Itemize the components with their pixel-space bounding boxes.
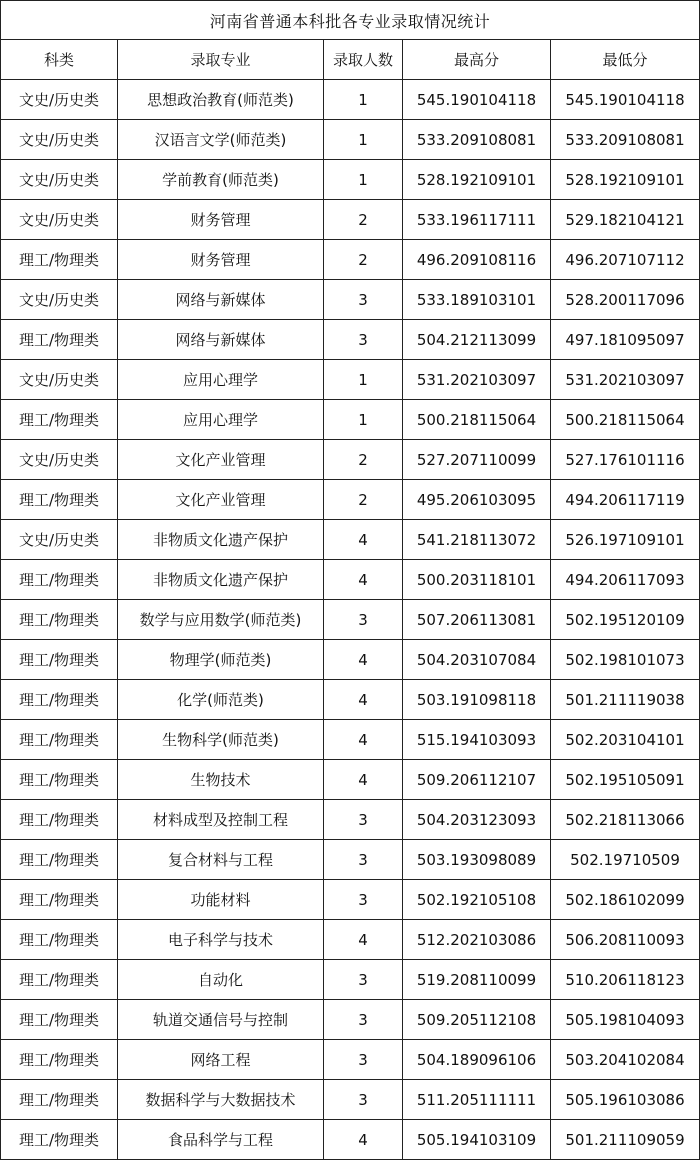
- cell-min-score: 526.197109101: [551, 520, 700, 560]
- cell-category: 理工/物理类: [1, 920, 118, 960]
- cell-count: 2: [324, 240, 403, 280]
- cell-count: 4: [324, 560, 403, 600]
- table-row: [1, 640, 700, 680]
- cell-category: 文史/历史类: [1, 80, 118, 120]
- cell-count: 3: [324, 1040, 403, 1080]
- cell-max-score: 505.194103109: [403, 1120, 551, 1160]
- cell-max-score: 509.205112108: [403, 1000, 551, 1040]
- cell-count: 2: [324, 200, 403, 240]
- table-row: [1, 160, 700, 200]
- cell-max-score: 496.209108116: [403, 240, 551, 280]
- cell-category: 理工/物理类: [1, 640, 118, 680]
- cell-major: 食品科学与工程: [118, 1120, 324, 1160]
- cell-min-score: 501.211119038: [551, 680, 700, 720]
- column-header-min-score: 最低分: [551, 40, 700, 80]
- table-row: [1, 480, 700, 520]
- table-row: [1, 120, 700, 160]
- cell-count: 1: [324, 80, 403, 120]
- cell-category: 理工/物理类: [1, 680, 118, 720]
- cell-category: 文史/历史类: [1, 280, 118, 320]
- cell-count: 4: [324, 1120, 403, 1160]
- cell-major: 电子科学与技术: [118, 920, 324, 960]
- cell-min-score: 528.200117096: [551, 280, 700, 320]
- cell-category: 理工/物理类: [1, 1080, 118, 1120]
- cell-max-score: 495.206103095: [403, 480, 551, 520]
- cell-category: 理工/物理类: [1, 480, 118, 520]
- table-row: [1, 960, 700, 1000]
- cell-max-score: 533.196117111: [403, 200, 551, 240]
- cell-count: 3: [324, 600, 403, 640]
- cell-major: 复合材料与工程: [118, 840, 324, 880]
- cell-count: 3: [324, 280, 403, 320]
- table-row: [1, 920, 700, 960]
- cell-max-score: 531.202103097: [403, 360, 551, 400]
- cell-major: 财务管理: [118, 240, 324, 280]
- cell-min-score: 500.218115064: [551, 400, 700, 440]
- column-header-major: 录取专业: [118, 40, 324, 80]
- table-row: [1, 400, 700, 440]
- cell-major: 生物技术: [118, 760, 324, 800]
- cell-min-score: 502.19710509: [551, 840, 700, 880]
- cell-min-score: 510.206118123: [551, 960, 700, 1000]
- cell-min-score: 502.195120109: [551, 600, 700, 640]
- cell-category: 理工/物理类: [1, 560, 118, 600]
- cell-max-score: 533.209108081: [403, 120, 551, 160]
- cell-category: 理工/物理类: [1, 1120, 118, 1160]
- cell-category: 理工/物理类: [1, 760, 118, 800]
- cell-category: 理工/物理类: [1, 960, 118, 1000]
- cell-major: 非物质文化遗产保护: [118, 560, 324, 600]
- cell-category: 理工/物理类: [1, 600, 118, 640]
- cell-category: 文史/历史类: [1, 520, 118, 560]
- table-row: [1, 320, 700, 360]
- cell-min-score: 497.181095097: [551, 320, 700, 360]
- cell-min-score: 505.198104093: [551, 1000, 700, 1040]
- cell-major: 自动化: [118, 960, 324, 1000]
- cell-min-score: 494.206117119: [551, 480, 700, 520]
- cell-count: 3: [324, 880, 403, 920]
- cell-count: 2: [324, 480, 403, 520]
- cell-major: 物理学(师范类): [118, 640, 324, 680]
- cell-min-score: 501.211109059: [551, 1120, 700, 1160]
- table-row: [1, 1000, 700, 1040]
- cell-count: 1: [324, 360, 403, 400]
- table-row: [1, 80, 700, 120]
- column-header-category: 科类: [1, 40, 118, 80]
- cell-max-score: 545.190104118: [403, 80, 551, 120]
- cell-major: 数学与应用数学(师范类): [118, 600, 324, 640]
- table-row: [1, 240, 700, 280]
- cell-major: 应用心理学: [118, 360, 324, 400]
- header-row: [1, 40, 700, 80]
- table-row: [1, 520, 700, 560]
- table-row: [1, 440, 700, 480]
- table-row: [1, 360, 700, 400]
- cell-major: 文化产业管理: [118, 440, 324, 480]
- cell-count: 4: [324, 640, 403, 680]
- cell-major: 材料成型及控制工程: [118, 800, 324, 840]
- cell-max-score: 541.218113072: [403, 520, 551, 560]
- cell-min-score: 545.190104118: [551, 80, 700, 120]
- cell-count: 3: [324, 1080, 403, 1120]
- cell-category: 理工/物理类: [1, 1000, 118, 1040]
- table-row: [1, 560, 700, 600]
- cell-category: 理工/物理类: [1, 840, 118, 880]
- table-row: [1, 880, 700, 920]
- cell-count: 4: [324, 680, 403, 720]
- cell-min-score: 502.195105091: [551, 760, 700, 800]
- cell-max-score: 502.192105108: [403, 880, 551, 920]
- cell-max-score: 503.193098089: [403, 840, 551, 880]
- cell-min-score: 496.207107112: [551, 240, 700, 280]
- cell-count: 4: [324, 920, 403, 960]
- cell-count: 3: [324, 840, 403, 880]
- cell-max-score: 528.192109101: [403, 160, 551, 200]
- cell-major: 文化产业管理: [118, 480, 324, 520]
- cell-category: 文史/历史类: [1, 120, 118, 160]
- cell-count: 2: [324, 440, 403, 480]
- cell-major: 思想政治教育(师范类): [118, 80, 324, 120]
- cell-min-score: 505.196103086: [551, 1080, 700, 1120]
- cell-category: 文史/历史类: [1, 440, 118, 480]
- table-row: [1, 760, 700, 800]
- cell-min-score: 529.182104121: [551, 200, 700, 240]
- cell-category: 理工/物理类: [1, 320, 118, 360]
- table-row: [1, 680, 700, 720]
- table-title: 河南省普通本科批各专业录取情况统计: [1, 1, 700, 40]
- table-row: [1, 800, 700, 840]
- cell-major: 生物科学(师范类): [118, 720, 324, 760]
- cell-max-score: 503.191098118: [403, 680, 551, 720]
- column-header-max-score: 最高分: [403, 40, 551, 80]
- cell-major: 功能材料: [118, 880, 324, 920]
- cell-min-score: 528.192109101: [551, 160, 700, 200]
- cell-min-score: 533.209108081: [551, 120, 700, 160]
- cell-min-score: 527.176101116: [551, 440, 700, 480]
- cell-count: 1: [324, 400, 403, 440]
- cell-max-score: 511.205111111: [403, 1080, 551, 1120]
- cell-min-score: 502.218113066: [551, 800, 700, 840]
- cell-major: 学前教育(师范类): [118, 160, 324, 200]
- cell-count: 4: [324, 720, 403, 760]
- cell-major: 汉语言文学(师范类): [118, 120, 324, 160]
- table-body: [1, 80, 700, 1160]
- cell-major: 网络与新媒体: [118, 280, 324, 320]
- cell-major: 应用心理学: [118, 400, 324, 440]
- cell-category: 文史/历史类: [1, 200, 118, 240]
- cell-min-score: 506.208110093: [551, 920, 700, 960]
- cell-max-score: 519.208110099: [403, 960, 551, 1000]
- cell-category: 理工/物理类: [1, 240, 118, 280]
- cell-min-score: 502.186102099: [551, 880, 700, 920]
- cell-count: 4: [324, 520, 403, 560]
- cell-min-score: 531.202103097: [551, 360, 700, 400]
- cell-max-score: 515.194103093: [403, 720, 551, 760]
- cell-count: 3: [324, 800, 403, 840]
- cell-category: 文史/历史类: [1, 360, 118, 400]
- cell-count: 1: [324, 120, 403, 160]
- cell-max-score: 504.212113099: [403, 320, 551, 360]
- table-row: [1, 280, 700, 320]
- cell-count: 3: [324, 320, 403, 360]
- cell-major: 网络工程: [118, 1040, 324, 1080]
- cell-category: 理工/物理类: [1, 720, 118, 760]
- cell-major: 网络与新媒体: [118, 320, 324, 360]
- cell-max-score: 500.203118101: [403, 560, 551, 600]
- cell-min-score: 502.198101073: [551, 640, 700, 680]
- cell-category: 理工/物理类: [1, 1040, 118, 1080]
- cell-major: 数据科学与大数据技术: [118, 1080, 324, 1120]
- cell-max-score: 509.206112107: [403, 760, 551, 800]
- cell-category: 文史/历史类: [1, 160, 118, 200]
- cell-major: 化学(师范类): [118, 680, 324, 720]
- table-row: [1, 1120, 700, 1160]
- table-row: [1, 840, 700, 880]
- table-row: [1, 600, 700, 640]
- cell-max-score: 504.203107084: [403, 640, 551, 680]
- cell-max-score: 527.207110099: [403, 440, 551, 480]
- cell-major: 非物质文化遗产保护: [118, 520, 324, 560]
- cell-count: 4: [324, 760, 403, 800]
- cell-count: 3: [324, 960, 403, 1000]
- cell-category: 理工/物理类: [1, 400, 118, 440]
- cell-max-score: 504.189096106: [403, 1040, 551, 1080]
- cell-major: 轨道交通信号与控制: [118, 1000, 324, 1040]
- table-row: [1, 720, 700, 760]
- cell-min-score: 502.203104101: [551, 720, 700, 760]
- cell-category: 理工/物理类: [1, 800, 118, 840]
- cell-count: 1: [324, 160, 403, 200]
- cell-category: 理工/物理类: [1, 880, 118, 920]
- cell-count: 3: [324, 1000, 403, 1040]
- table-row: [1, 1040, 700, 1080]
- cell-max-score: 533.189103101: [403, 280, 551, 320]
- cell-max-score: 500.218115064: [403, 400, 551, 440]
- table-row: [1, 1080, 700, 1120]
- cell-min-score: 503.204102084: [551, 1040, 700, 1080]
- cell-min-score: 494.206117093: [551, 560, 700, 600]
- cell-max-score: 512.202103086: [403, 920, 551, 960]
- cell-max-score: 507.206113081: [403, 600, 551, 640]
- title-row: [1, 1, 700, 40]
- column-header-count: 录取人数: [324, 40, 403, 80]
- cell-major: 财务管理: [118, 200, 324, 240]
- cell-max-score: 504.203123093: [403, 800, 551, 840]
- table-row: [1, 200, 700, 240]
